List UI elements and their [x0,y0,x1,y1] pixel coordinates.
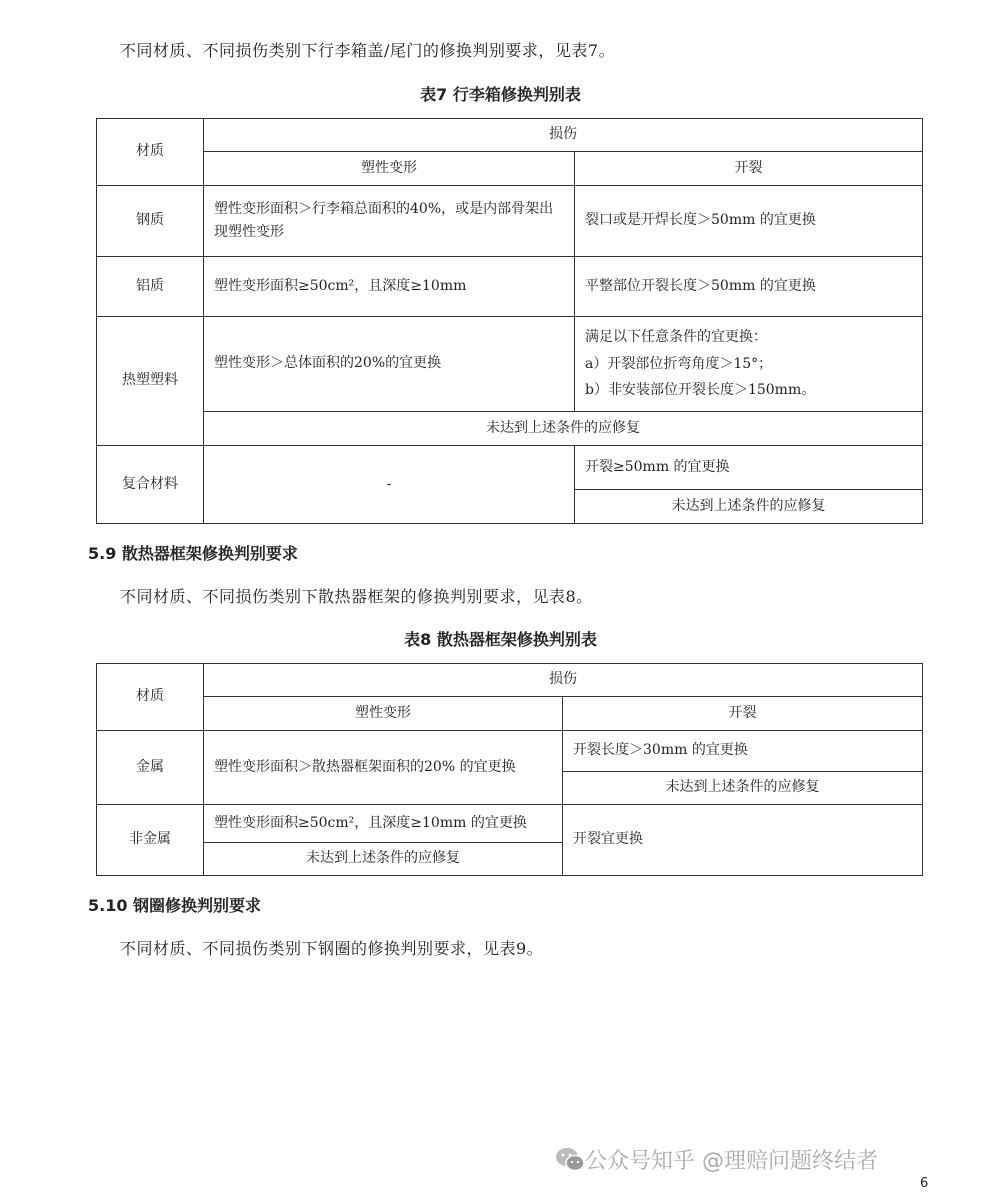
watermark: 公众号知乎 @理赔问题终结者 [585,1149,878,1174]
table-row [97,446,923,490]
crack-cell: 平整部位开裂长度＞50mm 的宜更换 [575,257,923,317]
deform-cell: 塑性变形＞总体面积的20%的宜更换 [204,317,575,412]
material-cell: 铝质 [97,257,204,317]
crack-cell: 裂口或是开焊长度＞50mm 的宜更换 [575,186,923,257]
crack-line: a）开裂部位折弯角度＞15°； [585,355,773,372]
crack-cell: 开裂宜更换 [563,805,923,876]
material-cell: 热塑塑料 [97,317,204,446]
crack-line: b）非安装部位开裂长度＞150mm。 [585,382,816,399]
table-row [97,731,923,772]
table7 [96,118,923,524]
section-5-9-heading: 5.9 散热器框架修换判别要求 [88,544,298,563]
header-crack: 开裂 [563,697,923,731]
deform-line: 现塑性变形 [214,224,284,240]
header-crack: 开裂 [575,152,923,186]
header-deform: 塑性变形 [204,152,575,186]
table7-caption: 表7 行李箱修换判别表 [420,85,581,104]
header-deform: 塑性变形 [204,697,563,731]
crack-cell [575,317,923,412]
wechat-icon [555,1146,585,1172]
deform-line: 塑性变形面积＞行李箱总面积的40%，或是内部骨架出 [214,200,554,217]
material-cell: 非金属 [97,805,204,876]
deform-cell: - [204,446,575,524]
repair-cell: 未达到上述条件的应修复 [204,412,923,446]
repair-cell: 未达到上述条件的应修复 [575,490,923,524]
deform-cell: 塑性变形面积＞散热器框架面积的20% 的宜更换 [204,731,563,805]
table-row [97,412,923,446]
header-damage: 损伤 [204,664,923,697]
page-number: 6 [920,1176,929,1191]
deform-cell [204,186,575,257]
intro-table9: 不同材质、不同损伤类别下钢圈的修换判别要求，见表9。 [120,939,544,958]
header-material: 材质 [97,119,204,186]
table8-caption: 表8 散热器框架修换判别表 [404,630,597,649]
crack-cell: 开裂≥50mm 的宜更换 [575,446,923,490]
table-row [97,317,923,412]
table-row [97,805,923,843]
deform-cell: 塑性变形面积≥50cm²，且深度≥10mm 的宜更换 [204,805,563,843]
table8 [96,663,923,876]
intro-table7: 不同材质、不同损伤类别下行李箱盖/尾门的修换判别要求，见表7。 [120,41,616,60]
material-cell: 复合材料 [97,446,204,524]
header-material: 材质 [97,664,204,731]
crack-line: 满足以下任意条件的宜更换： [585,329,767,346]
table-row [97,186,923,257]
deform-cell: 塑性变形面积≥50cm²，且深度≥10mm [204,257,575,317]
repair-cell: 未达到上述条件的应修复 [204,843,563,876]
crack-cell: 开裂长度＞30mm 的宜更换 [563,731,923,772]
table-row [97,257,923,317]
repair-cell: 未达到上述条件的应修复 [563,772,923,805]
material-cell: 钢质 [97,186,204,257]
intro-table8: 不同材质、不同损伤类别下散热器框架的修换判别要求，见表8。 [120,587,593,606]
section-5-10-heading: 5.10 钢圈修换判别要求 [88,896,262,915]
header-damage: 损伤 [204,119,923,152]
material-cell: 金属 [97,731,204,805]
